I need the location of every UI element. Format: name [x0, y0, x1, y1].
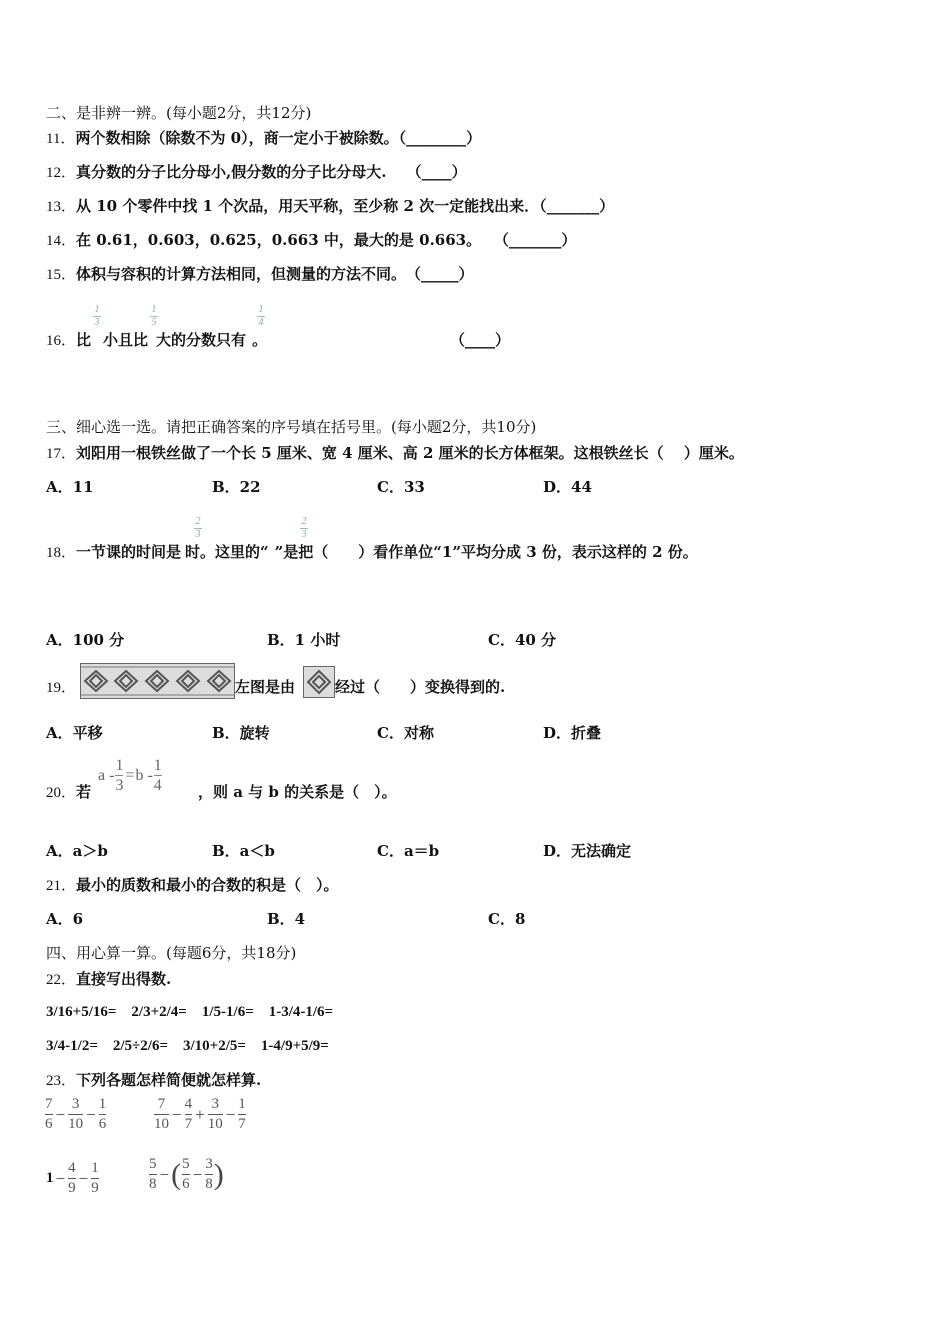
- operator: −: [86, 1104, 96, 1124]
- fraction: $\frac{3}{10}$: [68, 1096, 84, 1132]
- question-number: 19．: [46, 680, 77, 696]
- question-text: 直接写出得数.: [76, 970, 172, 988]
- question-number: 15．: [46, 267, 77, 283]
- question-text: 真分数的分子比分母小,假分数的分子比分母大. （____）: [76, 163, 467, 181]
- question-number: 13．: [46, 199, 77, 215]
- question-text: 从 10 个零件中找 1 个次品，用天平称，至少称 2 次一定能找出来．（_______）: [76, 197, 615, 215]
- expression-4: [148, 1157, 224, 1192]
- fraction: $\frac{5}{6}$: [182, 1156, 190, 1192]
- question-number: 22．: [46, 972, 77, 988]
- section-4-title: 四、用心算一算。(每题6分，共18分): [46, 944, 297, 962]
- fraction: $\frac{3}{8}$: [205, 1156, 213, 1192]
- question-15: [46, 264, 474, 285]
- fraction: $\frac{7}{6}$: [45, 1096, 53, 1132]
- question-text: 体积与容积的计算方法相同，但测量的方法不同。 （_____）: [76, 265, 474, 283]
- question-14: [46, 230, 576, 251]
- option-b[interactable]: B．1 小时: [267, 631, 341, 649]
- calc-row-2: 3/4-1/2= 2/5÷2/6= 3/10+2/5= 1-4/9+5/9=: [46, 1038, 329, 1054]
- question-18: [46, 542, 698, 563]
- question-text: 最小的质数和最小的合数的积是（ ）。: [76, 876, 339, 894]
- option-b[interactable]: B．22: [212, 478, 261, 496]
- expression-1: [44, 1097, 107, 1132]
- operator: −: [192, 1164, 203, 1184]
- option-c[interactable]: C．8: [488, 910, 526, 928]
- operator: −: [78, 1168, 89, 1188]
- option-c[interactable]: C．a＝b: [377, 842, 440, 860]
- question-number: 17．: [46, 446, 77, 462]
- text-part: 。: [252, 331, 268, 349]
- fraction-2-3: 2 3: [195, 516, 201, 540]
- fraction-2-3-quoted: 2 3: [301, 516, 307, 540]
- question-number: 23．: [46, 1073, 77, 1089]
- expression-2: [153, 1097, 247, 1132]
- question-11: [46, 128, 481, 149]
- fraction: $\frac{1}{7}$: [238, 1096, 246, 1132]
- fraction: $\frac{3}{10}$: [207, 1096, 223, 1132]
- fraction: $\frac{1}{3}$: [115, 757, 124, 794]
- right-paren: ): [213, 1157, 224, 1191]
- text-part: 大的分数只有: [156, 331, 247, 349]
- question-21: [46, 875, 339, 896]
- option-a[interactable]: A．a＞b: [46, 842, 108, 860]
- fraction: $\frac{1}{6}$: [98, 1096, 107, 1132]
- fraction-1-5: 1 5: [151, 304, 157, 328]
- question-number: 21．: [46, 878, 77, 894]
- text-part: 时。这里的“: [185, 543, 269, 561]
- diamond-pattern-strip-image: [80, 663, 235, 699]
- number: 1: [46, 1170, 54, 1186]
- question-16: [46, 330, 267, 351]
- option-b[interactable]: B．a＜b: [212, 842, 275, 860]
- question-19-text-1: 左图是由: [235, 678, 296, 696]
- question-text: 在 0.61，0.603，0.625，0.663 中，最大的是 0.663。 （_______）: [76, 231, 577, 249]
- fraction-1-3: 1 3: [94, 304, 100, 328]
- eq-a: a -: [98, 766, 115, 784]
- question-text: 下列各题怎样简便就怎样算.: [76, 1071, 262, 1089]
- question-number: 11．: [46, 131, 76, 147]
- equation-a-b: [98, 758, 163, 793]
- question-13: [46, 196, 614, 217]
- question-number: 20．: [46, 785, 77, 801]
- question-number: 12．: [46, 165, 77, 181]
- operator: −: [172, 1104, 182, 1124]
- calc-row-1: 3/16+5/16= 2/3+2/4= 1/5-1/6= 1-3/4-1/6=: [46, 1004, 334, 1020]
- expression-3: [46, 1161, 100, 1196]
- option-a[interactable]: A．6: [46, 910, 84, 928]
- question-19-number: [46, 677, 76, 698]
- text-part: 小且比: [103, 331, 149, 349]
- option-d[interactable]: D．折叠: [543, 724, 602, 742]
- question-12: [46, 162, 467, 183]
- left-paren: (: [171, 1157, 182, 1191]
- question-number: 14．: [46, 233, 77, 249]
- question-17: [46, 443, 744, 464]
- option-d[interactable]: D．无法确定: [543, 842, 632, 860]
- section-3-title: 三、细心选一选。请把正确答案的序号填在括号里。(每小题2分，共10分): [46, 418, 537, 436]
- question-text: 刘阳用一根铁丝做了一个长 5 厘米、宽 4 厘米、高 2 厘米的长方体框架。这根铁丝长（ ）厘米。: [76, 444, 744, 462]
- fraction: $\frac{4}{7}$: [184, 1096, 193, 1132]
- option-a[interactable]: A．11: [46, 478, 94, 496]
- option-c[interactable]: C．对称: [377, 724, 434, 742]
- eq-b: b -: [135, 766, 153, 784]
- fraction: $\frac{5}{8}$: [149, 1156, 157, 1192]
- text-part: ”是把（ ）看作单位“1”平均分成 3 份，表示这样的 2 份。: [274, 543, 698, 561]
- section-2-title: 二、是非辨一辨。(每小题2分，共12分): [46, 104, 312, 122]
- option-c[interactable]: C．40 分: [488, 631, 557, 649]
- option-a[interactable]: A．平移: [46, 724, 103, 742]
- question-number: 16．: [46, 333, 77, 349]
- diamond-pattern-unit-image: [303, 666, 335, 698]
- question-19-text-2: 经过（ ）变换得到的.: [335, 678, 506, 696]
- question-number: 18．: [46, 545, 77, 561]
- option-b[interactable]: B．4: [267, 910, 306, 928]
- fraction-1-4: 1 4: [258, 304, 264, 328]
- question-23: [46, 1070, 261, 1091]
- operator: +: [195, 1104, 205, 1124]
- question-text: 两个数相除（除数不为 0），商一定小于被除数。（________）: [75, 129, 482, 147]
- question-20: [46, 782, 91, 803]
- option-a[interactable]: A．100 分: [46, 631, 125, 649]
- question-20-text-2: ，则 a 与 b 的关系是（ ）。: [198, 783, 397, 801]
- option-b[interactable]: B．旋转: [212, 724, 270, 742]
- text-part: 一节课的时间是: [76, 543, 182, 561]
- option-c[interactable]: C．33: [377, 478, 425, 496]
- fraction: $\frac{7}{10}$: [154, 1096, 169, 1132]
- text-part: 若: [76, 783, 92, 801]
- fraction: $\frac{4}{9}$: [68, 1160, 76, 1196]
- fraction: $\frac{1}{4}$: [153, 757, 162, 794]
- question-16-blank: （____）: [450, 331, 511, 349]
- operator: −: [55, 1168, 66, 1188]
- operator: −: [159, 1164, 170, 1184]
- text-part: 比: [76, 331, 92, 349]
- equals-sign: =: [125, 766, 135, 784]
- option-d[interactable]: D．44: [543, 478, 592, 496]
- operator: −: [225, 1104, 236, 1124]
- question-22: [46, 969, 171, 990]
- operator: −: [55, 1104, 66, 1124]
- fraction: $\frac{1}{9}$: [91, 1160, 99, 1196]
